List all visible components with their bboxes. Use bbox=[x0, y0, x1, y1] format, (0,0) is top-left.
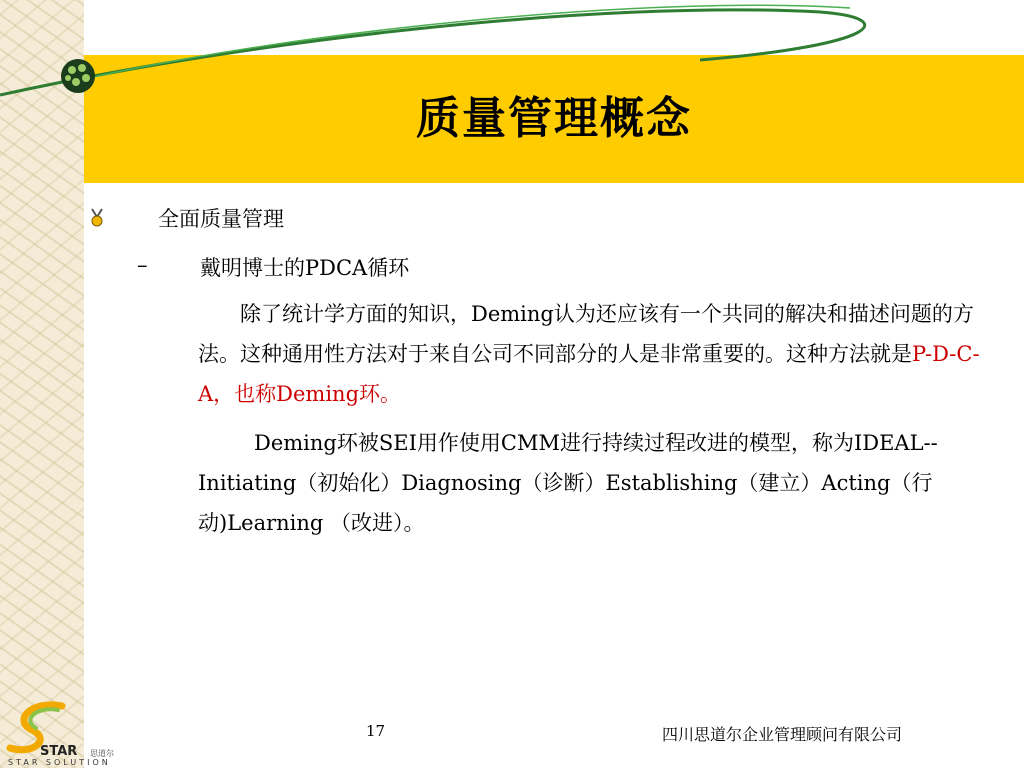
pdca-emphasis: P-D-C-A，也称Deming环。 bbox=[198, 342, 980, 406]
page-number: 17 bbox=[366, 722, 386, 740]
logo-subtitle: STAR SOLUTION bbox=[8, 758, 111, 767]
paragraph-pdca-text: 除了统计学方面的知识，Deming认为还应该有一个共同的解决和描述问题的方法。这种通用性方法对于来自公司不同部分的人是非常重要的。这种方法就是 bbox=[198, 302, 974, 366]
company-name: 四川思道尔企业管理顾问有限公司 bbox=[662, 725, 903, 744]
paragraph-pdca bbox=[198, 294, 988, 414]
paragraph-ideal: Deming环被SEI用作使用CMM进行持续过程改进的模型，称为IDEAL--Initiating（初始化）Diagnosing（诊断）Establishing（建立）Acting（行动)Learning （改进）。 bbox=[198, 431, 938, 535]
slide-title: 质量管理概念 bbox=[416, 93, 692, 144]
bullet-level1-text: 全面质量管理 bbox=[158, 207, 284, 231]
dash-marker: – bbox=[137, 253, 148, 277]
bullet-level2-text: 戴明博士的PDCA循环 bbox=[200, 256, 410, 280]
bullet-flower-icon bbox=[88, 207, 106, 227]
logo-name: STAR bbox=[40, 744, 78, 759]
logo-chinese: 思道尔 bbox=[90, 749, 114, 758]
